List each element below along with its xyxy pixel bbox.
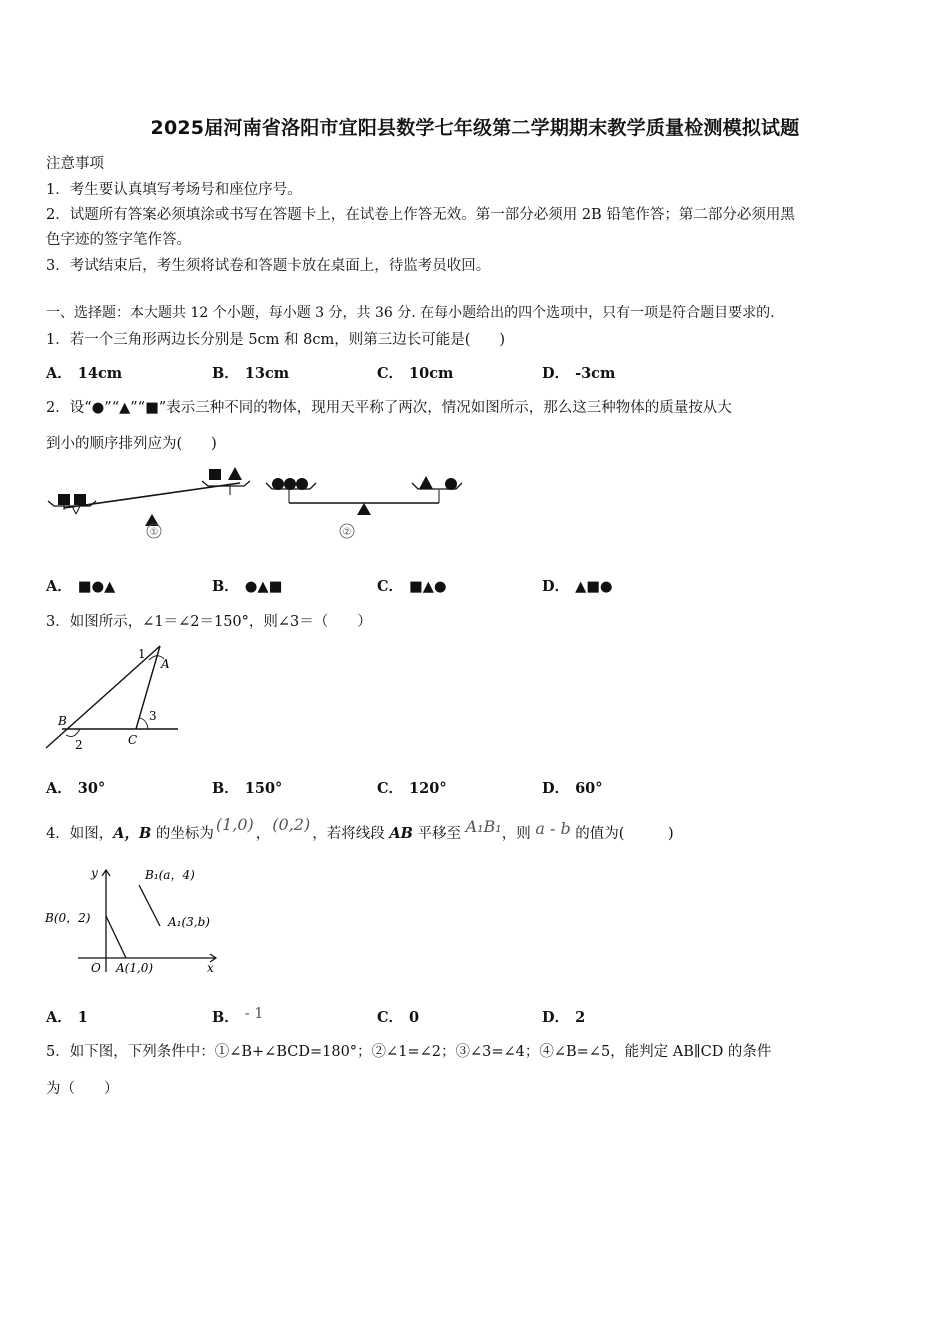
square-icon [209, 469, 221, 480]
option-label: D． [542, 780, 570, 797]
option-text: 150° [244, 780, 283, 797]
q4-coord-a: (1,0) [215, 815, 254, 834]
option-label: A． [46, 1009, 72, 1026]
point-c-label: C [128, 733, 138, 747]
q4-expression: a - b [535, 819, 571, 838]
option-text: - 1 [244, 1006, 264, 1022]
q4-coord-b: (0,2) [272, 815, 311, 834]
notice-item: 3．考试结束后，考生须将试卷和答题卡放在桌面上，待监考员收回。 [46, 258, 491, 274]
q4-stem-part: 的坐标为 [151, 826, 214, 842]
point-b-label: B(0，2) [45, 911, 91, 925]
q4-segment: AB [389, 825, 413, 842]
point-a-label: A(1,0) [116, 961, 154, 975]
question-1-stem: 1．若一个三角形两边长分别是 5cm 和 8cm，则第三边长可能是( ) [46, 332, 506, 348]
angle-3-label: 3 [149, 709, 157, 723]
point-a-label: A [161, 657, 170, 671]
figure-label-2: ② [342, 527, 352, 538]
balance-figure [44, 458, 474, 548]
option-text: ▲■● [575, 579, 613, 595]
option-text: 14cm [77, 365, 123, 382]
option-text: ■●▲ [77, 579, 116, 595]
q2-option-d[interactable] [542, 575, 613, 596]
option-label: A． [46, 578, 72, 595]
question-4-stem [46, 815, 674, 843]
point-a1-label: A₁(3,b) [168, 915, 210, 929]
segment-ab [106, 916, 126, 958]
option-label: B． [212, 780, 239, 797]
q4-points: A，B [113, 825, 152, 842]
option-text: 10cm [409, 365, 454, 382]
q4-option-d[interactable] [542, 1006, 585, 1027]
circle-icon [296, 478, 308, 490]
point-b-label: B [58, 714, 67, 728]
option-text: 60° [575, 780, 603, 797]
option-text: 2 [575, 1009, 586, 1026]
option-label: D． [542, 1009, 570, 1026]
option-text: 1 [77, 1009, 88, 1026]
q4-stem-part: 平移至 [412, 826, 466, 842]
q1-option-b[interactable] [212, 362, 289, 383]
page-title: 2025届河南省洛阳市宜阳县数学七年级第二学期期末教学质量检测模拟试题 [150, 117, 800, 139]
question-5-stem: 5．如下图，下列条件中：①∠B+∠BCD=180°；②∠1=∠2；③∠3=∠4；④∠B=∠5，能判定 AB∥CD 的条件 [46, 1044, 772, 1060]
section-heading: 一、选择题：本大题共 12 个小题，每小题 3 分，共 36 分. 在每小题给出的四个选项中，只有一项是符合题目要求的. [46, 305, 775, 321]
angle-figure [42, 636, 187, 756]
q4-option-a[interactable] [46, 1006, 88, 1027]
point-b1-label: B₁(a，4) [145, 868, 195, 882]
q2-option-b[interactable] [212, 575, 282, 596]
question-5-stem-cont: 为（ ） [46, 1081, 119, 1097]
option-label: C． [377, 1009, 404, 1026]
angle-2-label: 2 [75, 738, 83, 752]
notice-item: 1．考生要认真填写考场号和座位序号。 [46, 182, 302, 198]
square-icon [58, 494, 70, 505]
q3-option-a[interactable] [46, 777, 105, 798]
notice-heading: 注意事项 [46, 156, 104, 172]
q1-option-a[interactable] [46, 362, 122, 383]
square-icon [74, 494, 86, 505]
angle-1-label: 1 [138, 647, 146, 661]
option-text: 0 [409, 1009, 420, 1026]
q3-option-b[interactable] [212, 777, 282, 798]
option-label: D． [542, 365, 570, 382]
option-label: B． [212, 578, 239, 595]
coordinate-figure [44, 860, 229, 980]
option-label: A． [46, 780, 72, 797]
q4-option-b[interactable] [212, 1006, 264, 1027]
origin-label: O [91, 961, 101, 975]
option-label: B． [212, 1009, 239, 1026]
q1-option-d[interactable] [542, 362, 615, 383]
q3-option-d[interactable] [542, 777, 603, 798]
option-text: ●▲■ [244, 579, 283, 595]
option-label: C． [377, 578, 404, 595]
circle-icon [284, 478, 296, 490]
balance-1 [48, 467, 250, 538]
option-text: 120° [409, 780, 447, 797]
q2-option-a[interactable] [46, 575, 115, 596]
option-label: C． [377, 365, 404, 382]
option-label: D． [542, 578, 570, 595]
triangle-icon [228, 467, 242, 480]
triangle-icon [419, 476, 433, 489]
q4-segment-translated: A₁B₁ [465, 817, 502, 836]
option-text: ■▲● [409, 579, 447, 595]
fulcrum-triangle [357, 503, 371, 515]
option-text: 13cm [244, 365, 290, 382]
q4-stem-part: 4．如图， [46, 826, 114, 842]
circle-icon [272, 478, 284, 490]
question-2-stem: 2．设“●”“▲”“■”表示三种不同的物体，现用天平称了两次，情况如图所示，那么这三种物体的质量按从大 [46, 400, 732, 416]
q4-option-c[interactable] [377, 1006, 419, 1027]
question-3-stem: 3．如图所示，∠1＝∠2＝150°，则∠3＝（ ） [46, 614, 372, 630]
figure-label-1: ① [149, 527, 159, 538]
q4-stem-part: ，则 [501, 826, 536, 842]
x-axis-label: x [207, 961, 214, 975]
question-2-stem-cont: 到小的顺序排列应为( ) [46, 436, 217, 452]
q4-stem-part: 的值为( ) [570, 826, 674, 842]
notice-item: 2．试题所有答案必须填涂或书写在答题卡上，在试卷上作答无效。第一部分必须用 2B 铅笔作答；第二部分必须用黑 [46, 207, 795, 223]
option-label: B． [212, 365, 239, 382]
y-axis-label: y [91, 866, 98, 880]
option-text: 30° [77, 780, 106, 797]
option-label: A． [46, 365, 72, 382]
option-text: -3cm [575, 365, 616, 382]
q4-stem-part: ，若将线段 [312, 826, 390, 842]
balance-2 [266, 476, 462, 538]
q2-option-c[interactable] [377, 575, 447, 596]
q4-stem-part: ， [255, 826, 271, 842]
notice-item: 色字迹的签字笔作答。 [46, 232, 191, 248]
line-ba [46, 646, 160, 748]
q1-option-c[interactable] [377, 362, 453, 383]
circle-icon [445, 478, 457, 490]
segment-a1b1 [139, 885, 160, 926]
q3-option-c[interactable] [377, 777, 447, 798]
option-label: C． [377, 780, 404, 797]
